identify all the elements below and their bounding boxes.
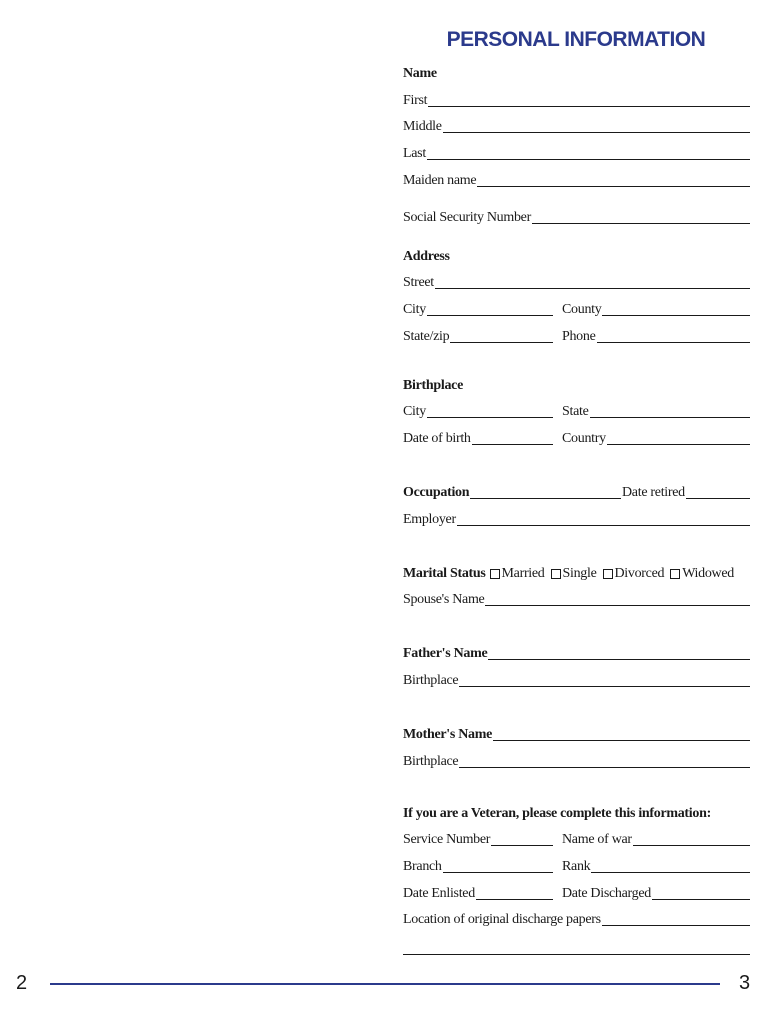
mother-birthplace-field[interactable] (403, 754, 750, 770)
employer-field[interactable] (403, 512, 750, 528)
first-name-field[interactable] (403, 93, 750, 109)
last-name-line (427, 158, 750, 160)
phone-field[interactable] (562, 329, 750, 345)
phone-label: Phone (562, 329, 596, 344)
marital-status-group (403, 566, 740, 582)
statezip-line (450, 341, 553, 343)
country-line (607, 443, 750, 445)
statezip-field[interactable] (403, 329, 553, 345)
street-line (435, 287, 750, 289)
last-name-label: Last (403, 146, 426, 161)
married-checkbox[interactable] (490, 569, 500, 579)
divorced-checkbox[interactable] (603, 569, 613, 579)
widowed-label: Widowed (682, 566, 734, 581)
left-page-number: 2 (16, 972, 28, 994)
spouse-name-field[interactable] (403, 592, 750, 608)
married-option[interactable] (490, 566, 545, 582)
ssn-line (532, 222, 750, 224)
single-checkbox[interactable] (551, 569, 561, 579)
address-city-label: City (403, 302, 426, 317)
veteran-heading: If you are a Veteran, please complete this information: (403, 806, 711, 821)
birth-city-line (427, 416, 553, 418)
birth-state-label: State (562, 404, 589, 419)
mother-birthplace-line (459, 766, 750, 768)
country-field[interactable] (562, 431, 750, 447)
occupation-line (470, 497, 621, 499)
statezip-label: State/zip (403, 329, 450, 344)
birthplace-heading: Birthplace (403, 378, 463, 393)
father-birthplace-label: Birthplace (403, 673, 459, 688)
ssn-label: Social Security Number (403, 210, 531, 225)
father-name-field[interactable] (403, 646, 750, 662)
service-number-line (491, 844, 553, 846)
marital-status-label: Marital Status (403, 566, 486, 581)
mother-name-field[interactable] (403, 727, 750, 743)
divorced-label: Divorced (614, 566, 665, 581)
branch-line (443, 871, 553, 873)
spouse-name-label: Spouse's Name (403, 592, 485, 607)
branch-label: Branch (403, 859, 442, 874)
county-field[interactable] (562, 302, 750, 318)
date-retired-field[interactable] (622, 485, 750, 501)
father-birthplace-line (459, 685, 750, 687)
date-discharged-line (652, 898, 750, 900)
birth-state-line (590, 416, 751, 418)
married-label: Married (501, 566, 545, 581)
date-enlisted-line (476, 898, 553, 900)
widowed-option[interactable] (670, 566, 734, 582)
date-retired-line (686, 497, 750, 499)
widowed-checkbox[interactable] (670, 569, 680, 579)
rank-label: Rank (562, 859, 591, 874)
father-name-line (488, 658, 750, 660)
date-enlisted-label: Date Enlisted (403, 886, 475, 901)
name-of-war-field[interactable] (562, 832, 750, 848)
page-title: PERSONAL INFORMATION (446, 28, 706, 51)
county-label: County (562, 302, 602, 317)
rank-line (591, 871, 750, 873)
maiden-name-label: Maiden name (403, 173, 477, 188)
maiden-name-line (477, 185, 750, 187)
extra-blank-line[interactable] (403, 954, 750, 955)
spouse-name-line (485, 604, 750, 606)
first-name-line (428, 105, 750, 107)
county-line (602, 314, 750, 316)
name-of-war-label: Name of war (562, 832, 632, 847)
middle-name-field[interactable] (403, 119, 750, 135)
address-city-line (427, 314, 553, 316)
mother-name-line (493, 739, 750, 741)
address-heading: Address (403, 249, 450, 264)
name-of-war-line (633, 844, 750, 846)
date-enlisted-field[interactable] (403, 886, 553, 902)
service-number-field[interactable] (403, 832, 553, 848)
street-field[interactable] (403, 275, 750, 291)
address-city-field[interactable] (403, 302, 553, 318)
right-page-number: 3 (739, 972, 751, 994)
occupation-field[interactable] (403, 485, 621, 501)
single-option[interactable] (551, 566, 597, 582)
ssn-field[interactable] (403, 210, 750, 226)
date-discharged-field[interactable] (562, 886, 750, 902)
mother-birthplace-label: Birthplace (403, 754, 459, 769)
discharge-location-line (602, 924, 750, 926)
divorced-option[interactable] (603, 566, 665, 582)
middle-name-label: Middle (403, 119, 442, 134)
father-birthplace-field[interactable] (403, 673, 750, 689)
dob-line (472, 443, 553, 445)
occupation-label: Occupation (403, 485, 470, 500)
date-discharged-label: Date Discharged (562, 886, 651, 901)
discharge-location-label: Location of original discharge papers (403, 912, 601, 927)
dob-label: Date of birth (403, 431, 471, 446)
branch-field[interactable] (403, 859, 553, 875)
birth-city-field[interactable] (403, 404, 553, 420)
employer-label: Employer (403, 512, 456, 527)
birth-state-field[interactable] (562, 404, 750, 420)
middle-name-line (443, 131, 750, 133)
maiden-name-field[interactable] (403, 173, 750, 189)
service-number-label: Service Number (403, 832, 491, 847)
mother-name-label: Mother's Name (403, 727, 493, 742)
country-label: Country (562, 431, 606, 446)
employer-line (457, 524, 750, 526)
birth-city-label: City (403, 404, 426, 419)
name-heading: Name (403, 66, 437, 81)
father-name-label: Father's Name (403, 646, 488, 661)
discharge-location-field[interactable] (403, 912, 750, 928)
date-retired-label: Date retired (622, 485, 685, 500)
first-name-label: First (403, 93, 428, 108)
phone-line (597, 341, 750, 343)
dob-field[interactable] (403, 431, 553, 447)
rank-field[interactable] (562, 859, 750, 875)
footer-rule (50, 983, 720, 985)
single-label: Single (562, 566, 597, 581)
street-label: Street (403, 275, 434, 290)
last-name-field[interactable] (403, 146, 750, 162)
